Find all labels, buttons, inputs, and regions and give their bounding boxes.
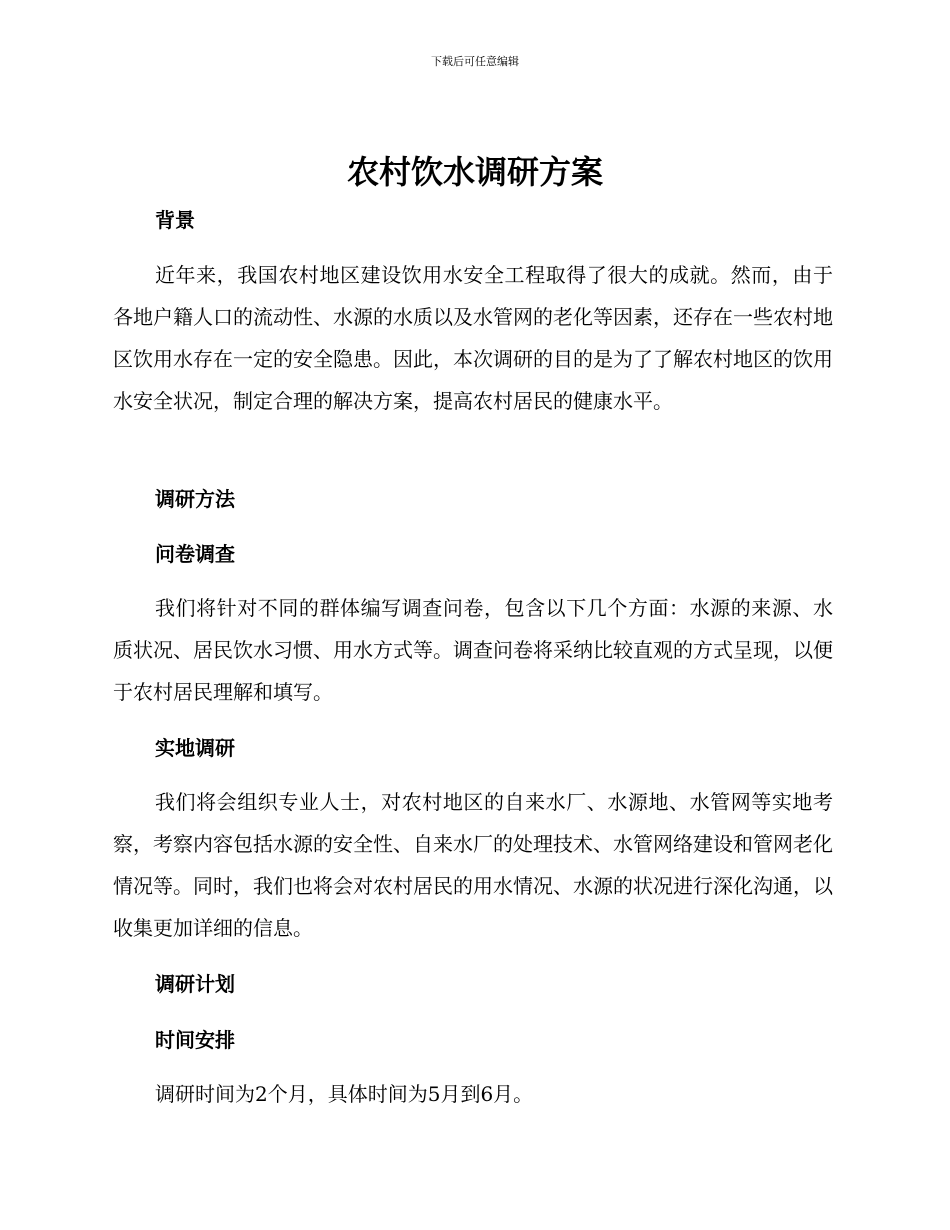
section-method [113,485,833,513]
field-heading: 实地调研 [155,736,235,760]
schedule-paragraph: 调研时间为2个月，具体时间为5月到6月。 [155,1082,534,1106]
background-heading: 背景 [155,208,195,232]
field-paragraph: 我们将会组织专业人士，对农村地区的自来水厂、水源地、水管网等实地考察，考察内容包括水源的安全性、自来水厂的处理技术、水管网络建设和管网老化情况等。同时，我们也将会对农村居民的用水情况、水源的状况进行深化沟通，以收集更加详细的信息。 [113,790,833,940]
method-heading: 调研方法 [155,487,235,511]
background-paragraph: 近年来，我国农村地区建设饮用水安全工程取得了很大的成就。然而，由于各地户籍人口的流动性、水源的水质以及水管网的老化等因素，还存在一些农村地区饮用水存在一定的安全隐患。因此，本次调研的目的是为了了解农村地区的饮用水安全状况，制定合理的解决方案，提高农村居民的健康水平。 [113,263,833,413]
section-background [113,206,833,234]
plan-heading: 调研计划 [155,972,235,996]
section-field [113,734,833,762]
field-paragraph-block [113,781,833,949]
section-plan [113,970,833,998]
schedule-heading: 时间安排 [155,1028,235,1052]
document-title: 农村饮水调研方案 [346,153,603,191]
schedule-paragraph-block [113,1073,833,1115]
survey-paragraph: 我们将针对不同的群体编写调查问卷，包含以下几个方面：水源的来源、水质状况、居民饮水习惯、用水方式等。调查问卷将采纳比较直观的方式呈现，以便于农村居民理解和填写。 [113,596,833,704]
background-paragraph-block [113,254,833,422]
section-schedule [113,1026,833,1054]
header-note: 下载后可任意编辑 [431,55,519,68]
section-survey [113,540,833,568]
survey-paragraph-block [113,587,833,713]
survey-heading: 问卷调查 [155,542,235,566]
